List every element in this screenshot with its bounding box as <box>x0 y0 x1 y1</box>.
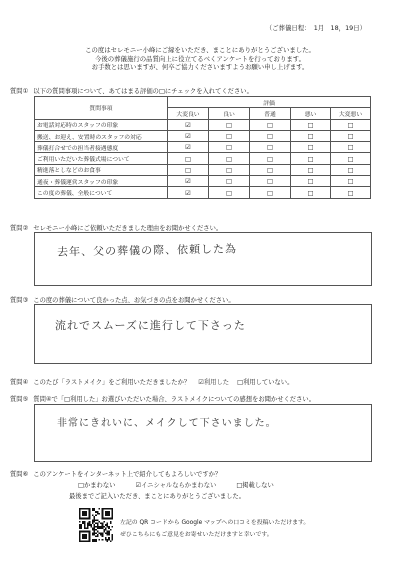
question-item: 搬送、お迎え、安置時のスタッフの対応 <box>35 130 168 141</box>
table-row <box>35 187 371 198</box>
rating-checkbox[interactable]: □ <box>168 153 209 164</box>
rating-checkbox[interactable]: ☑ <box>168 176 209 187</box>
rating-header: 良い <box>209 108 250 119</box>
table-row <box>35 119 371 130</box>
q5-answer: 非常にきれいに、メイクして下さいました。 <box>57 418 277 429</box>
rating-checkbox[interactable]: □ <box>250 142 291 153</box>
q5-label: 質問⑤ <box>10 396 29 403</box>
rating-checkbox[interactable]: □ <box>291 153 331 164</box>
q4-option-not-used[interactable]: □利用していない。 <box>237 379 294 386</box>
question-item: ご利用いただいた葬儀式場について <box>35 153 168 164</box>
rating-table <box>34 96 371 199</box>
rating-checkbox[interactable]: □ <box>331 142 371 153</box>
rating-checkbox[interactable]: □ <box>291 119 331 130</box>
q4-heading <box>10 377 293 386</box>
table-header-row <box>35 97 371 108</box>
q6-heading <box>10 469 221 478</box>
q1-text: 以下の質問事項について、あてはまる評価の□にチェックを入れてください。 <box>33 88 253 95</box>
q2-heading <box>10 223 222 232</box>
q5-text: 質問④で「□利用した」お選びいただいた場合、ラストメイクについての感想をお聞かせください。 <box>33 396 315 403</box>
rating-checkbox[interactable]: □ <box>250 187 291 198</box>
footer-line: 左記の QR コードから Google マップへの口コミを投稿いただけます。 <box>120 520 310 526</box>
q6-option-initials[interactable]: ☑イニシャルならかまわない <box>135 482 217 489</box>
q2-text: セレモニー小峰にご依頼いただきました理由をお聞かせください。 <box>33 225 223 232</box>
rating-header: 大変悪い <box>331 108 371 119</box>
table-row <box>35 142 371 153</box>
question-item: 精進落としなどのお食事 <box>35 164 168 175</box>
rating-header: 普通 <box>250 108 291 119</box>
rating-header: 悪い <box>291 108 331 119</box>
rating-checkbox[interactable]: □ <box>331 176 371 187</box>
q1-label: 質問① <box>10 88 29 95</box>
q2-answer-box[interactable] <box>34 232 372 286</box>
rating-checkbox[interactable]: □ <box>209 187 250 198</box>
col-item-header: 質問事項 <box>35 97 168 120</box>
rating-checkbox[interactable]: □ <box>250 119 291 130</box>
ceremony-date: （ご葬儀日程： 1月 18，19日） <box>265 24 366 32</box>
rating-checkbox[interactable]: □ <box>209 142 250 153</box>
q5-heading <box>10 394 315 403</box>
rating-checkbox[interactable]: □ <box>291 130 331 141</box>
rating-checkbox[interactable]: □ <box>250 176 291 187</box>
rating-checkbox[interactable]: ☑ <box>168 142 209 153</box>
q2-answer: 去年、父の葬儀の際、依頼した為 <box>56 242 238 259</box>
rating-checkbox[interactable]: □ <box>291 176 331 187</box>
rating-checkbox[interactable]: ☑ <box>168 187 209 198</box>
intro-line: お手数とは思いますが、何卒ご協力くださいますようお願い申し上げます。 <box>91 63 309 72</box>
rating-checkbox[interactable]: □ <box>331 153 371 164</box>
q5-answer-box[interactable] <box>34 404 372 462</box>
q4-option-used[interactable]: ☑利用した <box>198 379 230 386</box>
rating-checkbox[interactable]: □ <box>209 153 250 164</box>
intro-text <box>0 46 400 72</box>
rating-checkbox[interactable]: □ <box>331 130 371 141</box>
rating-checkbox[interactable]: □ <box>209 176 250 187</box>
rating-checkbox[interactable]: □ <box>209 164 250 175</box>
rating-checkbox[interactable]: □ <box>209 119 250 130</box>
intro-line: 今後の葬儀施行の品質向上に役立てるべくアンケートを行っております。 <box>95 54 305 63</box>
qr-code-icon[interactable] <box>79 508 113 542</box>
q3-answer: 流れでスムーズに進行して下さった <box>55 319 246 332</box>
rating-checkbox[interactable]: □ <box>331 164 371 175</box>
rating-checkbox[interactable]: □ <box>291 187 331 198</box>
thank-you-note: 最後までご記入いただき、まことにありがとうございました。 <box>69 493 246 500</box>
q4-label: 質問④ <box>10 379 29 386</box>
footer-line: ぜひこちらにもご意見をお寄せいただけますと幸いです。 <box>120 532 273 538</box>
rating-checkbox[interactable]: □ <box>331 119 371 130</box>
rating-checkbox[interactable]: ☑ <box>168 130 209 141</box>
table-row <box>35 153 371 164</box>
rating-checkbox[interactable]: □ <box>291 164 331 175</box>
table-row <box>35 176 371 187</box>
rating-checkbox[interactable]: □ <box>250 153 291 164</box>
table-row <box>35 130 371 141</box>
rating-checkbox[interactable]: □ <box>291 142 331 153</box>
question-item: 通夜・葬儀運営スタッフの印象 <box>35 176 168 187</box>
rating-checkbox[interactable]: □ <box>250 130 291 141</box>
q1-heading <box>10 86 253 95</box>
q6-option-no-post[interactable]: □掲載しない <box>236 482 274 489</box>
intro-line: この度はセレモニー小峰にご縁をいただき、まことにありがとうございました。 <box>85 46 315 54</box>
question-item: お電話対応時のスタッフの印象 <box>35 119 168 130</box>
rating-checkbox[interactable]: □ <box>250 164 291 175</box>
col-eval-header: 評価 <box>168 97 371 108</box>
question-item: この度の葬儀、全般について <box>35 187 168 198</box>
q2-label: 質問② <box>10 225 29 232</box>
q6-text: このアンケートをインターネット上で紹介してもよろしいですか？ <box>33 471 222 478</box>
q6-options <box>78 480 274 489</box>
q6-label: 質問⑥ <box>10 471 29 478</box>
q3-answer-box[interactable] <box>34 304 372 364</box>
q6-option-ok[interactable]: □かまわない <box>78 482 116 489</box>
q3-label: 質問③ <box>10 297 29 304</box>
rating-checkbox[interactable]: ☑ <box>168 119 209 130</box>
rating-checkbox[interactable]: □ <box>168 164 209 175</box>
rating-checkbox[interactable]: □ <box>331 187 371 198</box>
q3-heading <box>10 295 235 304</box>
table-row <box>35 164 371 175</box>
q4-text: このたび「ラストメイク」をご利用いただきましたか？ <box>33 379 191 386</box>
rating-header: 大変良い <box>168 108 209 119</box>
rating-checkbox[interactable]: □ <box>209 130 250 141</box>
question-item: 葬儀打合せでの担当者接遇態度 <box>35 142 168 153</box>
q3-text: この度の葬儀について良かった点、お気づきの点をお聞かせください。 <box>33 297 235 304</box>
